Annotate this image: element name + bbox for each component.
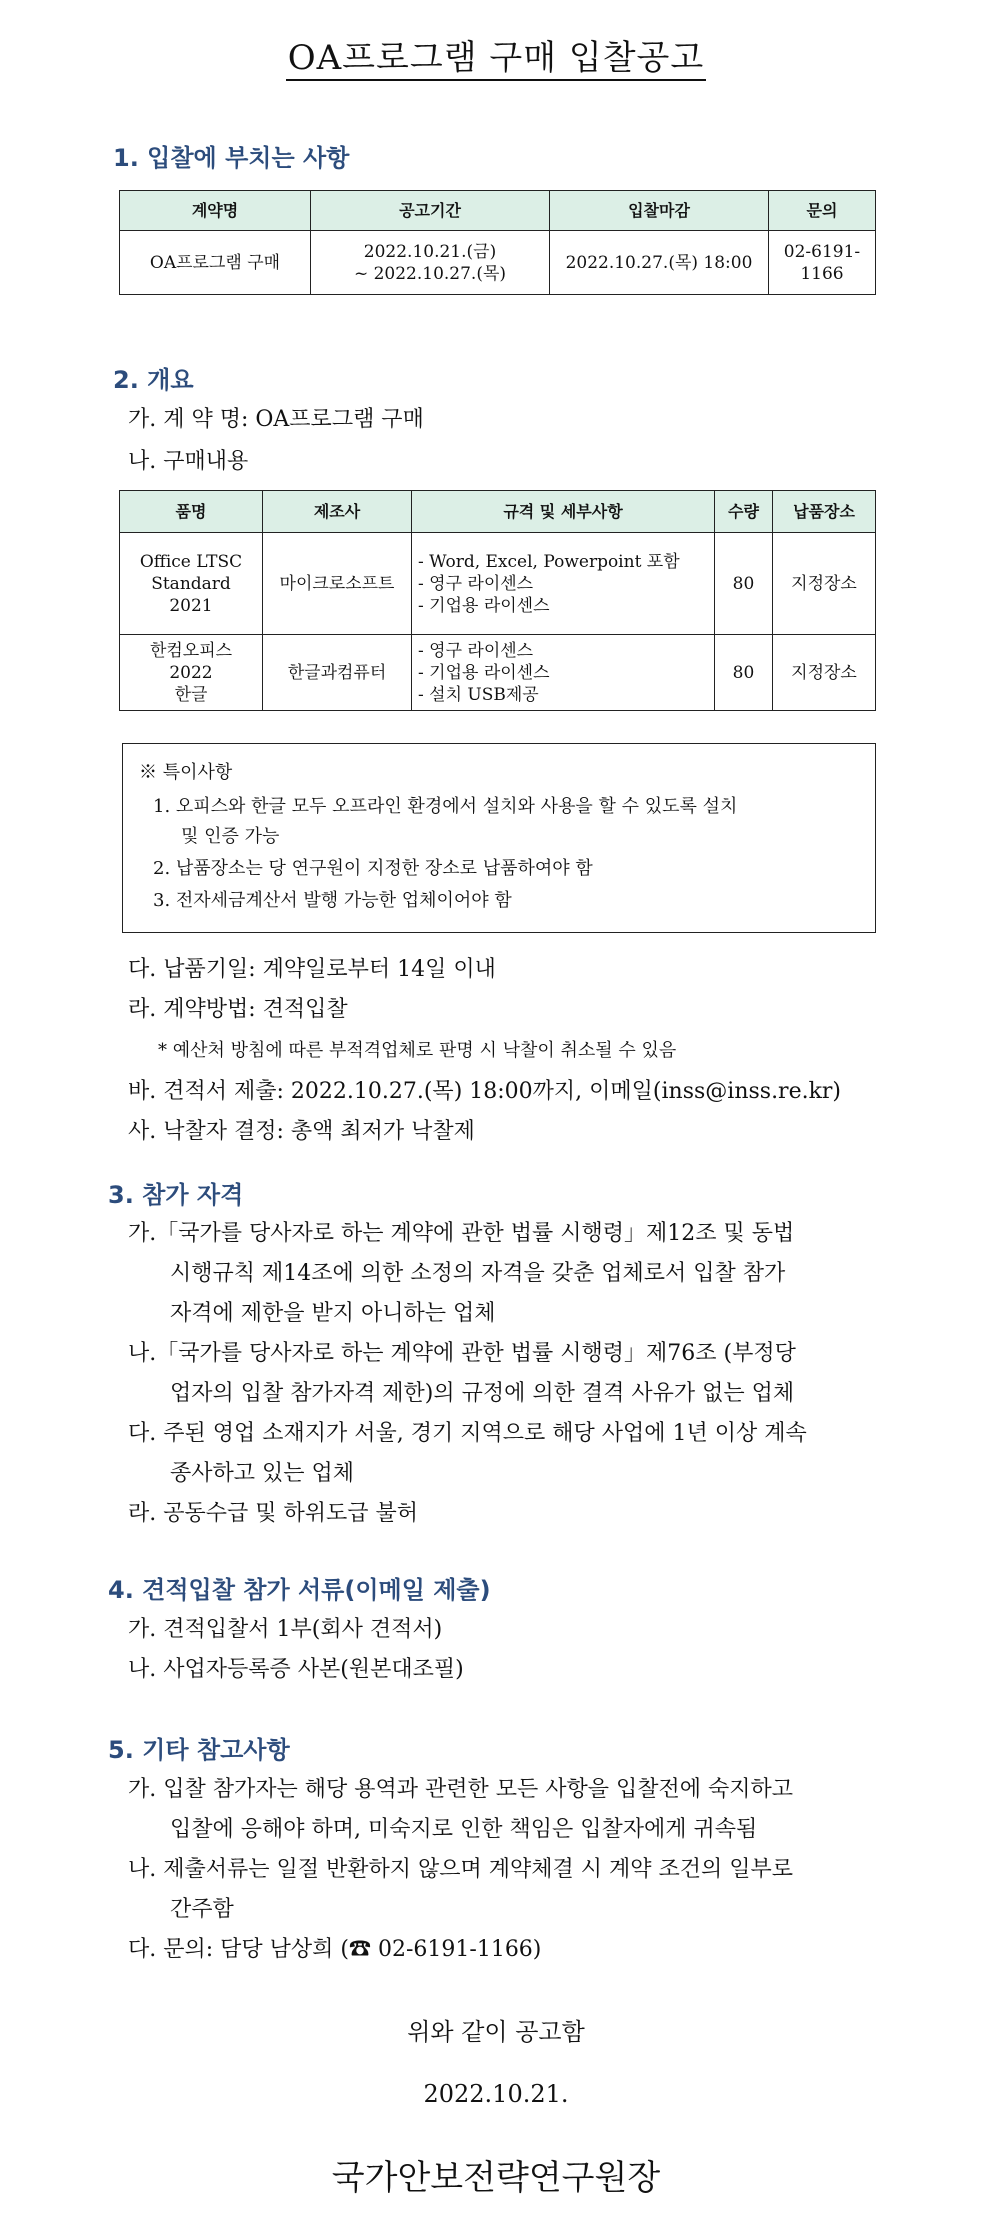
section-5-heading: 5. 기타 참고사항	[108, 1736, 290, 1764]
reference-line: 나. 제출서류는 일절 반환하지 않으며 계약체결 시 계약 조건의 일부로	[128, 1857, 793, 1882]
qualification-line: 나.「국가를 당사자로 하는 계약에 관한 법률 시행령」제76조 (부정당	[128, 1341, 796, 1366]
item-name-line: 2021	[169, 595, 213, 616]
spec-line: - 기업용 라이센스	[418, 595, 550, 616]
col-deadline: 입찰마감	[550, 191, 769, 231]
bid-deadline: 2022.10.27.(목) 18:00	[550, 231, 769, 295]
spec-line: - 영구 라이센스	[418, 640, 534, 661]
section-4-heading: 4. 견적입찰 참가 서류(이메일 제출)	[108, 1576, 491, 1604]
col-specs: 규격 및 세부사항	[412, 491, 715, 533]
qualification-line: 다. 주된 영업 소재지가 서울, 경기 지역으로 해당 사업에 1년 이상 계속	[128, 1421, 807, 1446]
reference-line: 간주함	[170, 1897, 234, 1922]
item-name	[120, 533, 263, 635]
specs	[412, 635, 715, 711]
reference-line: 다. 문의: 담당 남상희 (☎ 02-6191-1166)	[128, 1937, 542, 1962]
purchase-items-table	[119, 490, 876, 711]
qualification-line: 라. 공동수급 및 하위도급 불허	[128, 1501, 418, 1526]
spec-line: - 설치 USB제공	[418, 684, 539, 705]
item-name-line: 한컴오피스	[149, 640, 233, 661]
qualification-line: 종사하고 있는 업체	[170, 1461, 355, 1486]
contact-phone: 02-6191-1166	[769, 231, 876, 295]
qualification-line: 업자의 입찰 참가자격 제한)의 규정에 의한 결격 사유가 없는 업체	[170, 1381, 795, 1406]
section-1-heading: 1. 입찰에 부치는 사항	[113, 144, 350, 172]
col-period: 공고기간	[311, 191, 550, 231]
winner-decision-line: 사. 낙찰자 결정: 총액 최저가 낙찰제	[128, 1119, 475, 1144]
delivery-place: 지정장소	[773, 533, 876, 635]
special-note: 3. 전자세금계산서 발행 가능한 업체이어야 함	[153, 890, 512, 911]
col-qty: 수량	[715, 491, 773, 533]
item-name	[120, 635, 263, 711]
delivery-place: 지정장소	[773, 635, 876, 711]
table-row	[120, 231, 876, 295]
delivery-deadline-line: 다. 납품기일: 계약일로부터 14일 이내	[128, 957, 496, 982]
item-name-line: 2022	[169, 662, 213, 683]
document-line: 나. 사업자등록증 사본(원본대조필)	[128, 1657, 464, 1682]
item-name-line: Standard	[151, 573, 231, 594]
notice-period	[311, 231, 550, 295]
reference-line: 입찰에 응해야 하며, 미숙지로 인한 책임은 입찰자에게 귀속됨	[170, 1817, 758, 1842]
bid-info-table	[119, 190, 876, 295]
table-header-row	[120, 491, 876, 533]
special-note: 1. 오피스와 한글 모두 오프라인 환경에서 설치와 사용을 할 수 있도록 설치	[153, 796, 738, 817]
qualification-line: 자격에 제한을 받지 아니하는 업체	[170, 1301, 496, 1326]
quote-submission-line: 바. 견적서 제출: 2022.10.27.(목) 18:00까지, 이메일(inss@inss.re.kr)	[128, 1079, 842, 1104]
special-notes-box	[122, 743, 876, 933]
specs	[412, 533, 715, 635]
table-row	[120, 533, 876, 635]
closing-statement: 위와 같이 공고함	[407, 2018, 585, 2046]
col-maker: 제조사	[263, 491, 412, 533]
quantity: 80	[715, 635, 773, 711]
special-note: 2. 납품장소는 당 연구원이 지정한 장소로 납품하여야 함	[153, 858, 593, 879]
col-item: 품명	[120, 491, 263, 533]
spec-line: - 기업용 라이센스	[418, 662, 550, 683]
contract-name-line: 가. 계 약 명: OA프로그램 구매	[128, 407, 424, 432]
section-2-heading: 2. 개요	[113, 366, 194, 394]
spec-line: - 영구 라이센스	[418, 573, 534, 594]
section-3-heading: 3. 참가 자격	[108, 1181, 244, 1209]
item-name-line: 한글	[174, 684, 208, 705]
special-note: 및 인증 가능	[181, 826, 280, 847]
item-name-line: Office LTSC	[139, 551, 243, 572]
table-header-row	[120, 191, 876, 231]
maker: 마이크로소프트	[263, 533, 412, 635]
document-line: 가. 견적입찰서 1부(회사 견적서)	[128, 1617, 443, 1642]
spec-line: - Word, Excel, Powerpoint 포함	[418, 551, 680, 572]
purchase-content-label: 나. 구매내용	[128, 449, 249, 474]
special-notes-title: ※ 특이사항	[139, 762, 233, 783]
reference-line: 가. 입찰 참가자는 해당 용역과 관련한 모든 사항을 입찰전에 숙지하고	[128, 1777, 793, 1802]
table-row	[120, 635, 876, 711]
maker: 한글과컴퓨터	[263, 635, 412, 711]
col-contact: 문의	[769, 191, 876, 231]
contract-name: OA프로그램 구매	[120, 231, 311, 295]
period-start: 2022.10.21.(금)	[363, 241, 497, 262]
col-contract-name: 계약명	[120, 191, 311, 231]
qualification-line: 시행규칙 제14조에 의한 소정의 자격을 갖춘 업체로서 입찰 참가	[170, 1261, 786, 1286]
organization-name: 국가안보전략연구원장	[331, 2158, 661, 2198]
announcement-date: 2022.10.21.	[423, 2080, 569, 2108]
qualification-line: 가.「국가를 당사자로 하는 계약에 관한 법률 시행령」제12조 및 동법	[128, 1221, 795, 1246]
contract-method-note: * 예산처 방침에 따른 부적격업체로 판명 시 낙찰이 취소될 수 있음	[158, 1040, 677, 1061]
period-end: ~ 2022.10.27.(목)	[353, 263, 507, 284]
contract-method-line: 라. 계약방법: 견적입찰	[128, 997, 348, 1022]
col-place: 납품장소	[773, 491, 876, 533]
quantity: 80	[715, 533, 773, 635]
page-title: OA프로그램 구매 입찰공고	[0, 30, 992, 79]
